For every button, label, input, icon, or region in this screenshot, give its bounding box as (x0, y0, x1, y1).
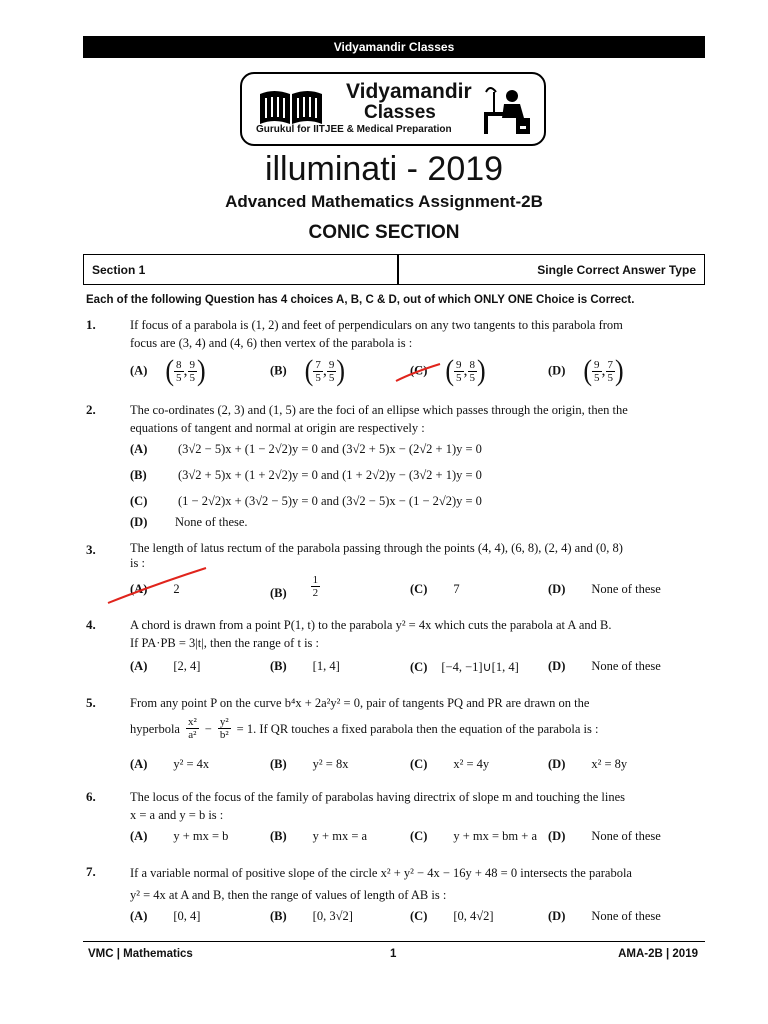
q7-line1: If a variable normal of positive slope of the circle x² + y² − 4x − 16y + 48 = 0 intersects the parabola (130, 866, 632, 880)
q1-c-n2: 8 (469, 358, 476, 371)
q1-number: 1. (86, 317, 96, 332)
q5-hyp-d2: b² (219, 729, 229, 741)
q1-d-n2: 7 (607, 358, 614, 371)
q5-option-c-text: x² = 4y (453, 757, 490, 771)
q3-number: 3. (86, 542, 96, 557)
q3-opt-d-label: (D) (548, 582, 566, 596)
q7-opt-b-label: (B) (270, 909, 287, 923)
q5-number: 5. (86, 695, 96, 710)
q6-line1: The locus of the focus of the family of parabolas having directrix of slope m and touching the lines (130, 790, 626, 804)
q4-option-a-text: [2, 4] (173, 659, 201, 673)
q2-option-a (130, 442, 482, 457)
footer-left: VMC | Mathematics (88, 948, 193, 960)
q2-opt-a-label: (A) (130, 442, 148, 456)
q2-option-a-text: (3√2 − 5)x + (1 − 2√2)y = 0 and (3√2 + 5)x − (2√2 + 1)y = 0 (178, 442, 482, 456)
q2-option-d (130, 515, 248, 530)
q6-option-d-text: None of these (591, 829, 661, 843)
q6-option-c-text: y + mx = bm + a (453, 829, 538, 843)
section-box-right (398, 254, 705, 285)
q7-opt-d-label: (D) (548, 909, 566, 923)
q1-b-d2: 5 (328, 371, 335, 384)
q6-option-a (130, 829, 228, 844)
q5-option-a-text: y² = 4x (173, 757, 210, 771)
q2-opt-b-label: (B) (130, 468, 147, 482)
section-box-left (83, 254, 398, 285)
pen-strike-mark-q3 (106, 566, 210, 606)
q6-option-b (270, 829, 367, 844)
q5-option-a (130, 757, 209, 772)
section-label: Section 1 (92, 263, 146, 277)
q2-option-d-text: None of these. (175, 515, 248, 529)
q6-option-b-text: y + mx = a (312, 829, 368, 843)
q3-option-c-text: 7 (453, 582, 460, 596)
q7-text (130, 862, 708, 906)
q5-line1: From any point P on the curve b⁴x + 2a²y² = 0, pair of tangents PQ and PR are drawn on the (130, 696, 590, 710)
q2-option-c (130, 494, 482, 509)
q5-option-d-text: x² = 8y (591, 757, 628, 771)
q1-option-d: (D) ( $\frac{9}{5}$ , $\frac{7}{5}$ ) (548, 353, 624, 388)
footer-right: AMA-2B | 2019 (618, 948, 698, 960)
q2-option-b (130, 468, 482, 483)
q1-d-n1: 9 (594, 358, 600, 371)
book-icon (256, 88, 326, 128)
q4-option-a (130, 659, 200, 674)
q4-opt-d-label: (D) (548, 659, 566, 673)
q6-opt-d-label: (D) (548, 829, 566, 843)
q3-opt-b-label: (B) (270, 586, 287, 601)
q4-opt-c-label: (C) (410, 660, 428, 674)
q3-option-d-text: None of these (591, 582, 661, 596)
q3-b-num: 1 (312, 574, 319, 586)
q1-opt-a-label: (A) (130, 363, 148, 378)
q5-hyp-n2: y² (219, 716, 229, 728)
q3-opt-c-label: (C) (410, 582, 428, 596)
q7-opt-a-label: (A) (130, 909, 148, 923)
q1-b-n2: 9 (328, 358, 335, 371)
q2-option-c-text: (1 − 2√2)x + (3√2 − 5)y = 0 and (3√2 − 5)x − (1 − 2√2)y = 0 (178, 494, 482, 508)
q4-text (130, 616, 708, 652)
q3-option-b (270, 574, 320, 599)
q1-a-n2: 9 (189, 358, 196, 371)
q2-line1: The co-ordinates (2, 3) and (1, 5) are the foci of an ellipse which passes through the origin, then the (130, 403, 628, 417)
q2-opt-d-label: (D) (130, 515, 148, 529)
q1-a-d1: 5 (176, 371, 182, 384)
q7-option-d-text: None of these (591, 909, 661, 923)
q1-option-c: (C) ( $\frac{9}{5}$ , $\frac{8}{5}$ ) (410, 353, 486, 388)
logo-name-line2: Classes (364, 102, 436, 123)
section-type: Single Correct Answer Type (537, 263, 696, 277)
q7-line2: y² = 4x at A and B, then the range of values of length of AB is : (130, 888, 447, 902)
q3-line1: The length of latus rectum of the parabola passing through the points (4, 4), (6, 8), (2, 4) and (0, 8) (130, 541, 623, 555)
q1-a-n1: 8 (176, 358, 182, 371)
q6-text (130, 788, 708, 824)
footer-page-number: 1 (390, 948, 397, 960)
q7-option-a (130, 909, 200, 924)
q2-text (130, 401, 708, 437)
q1-d-d1: 5 (594, 371, 600, 384)
q1-opt-b-label: (B) (270, 363, 287, 378)
q2-line2: equations of tangent and normal at origin are respectively : (130, 421, 425, 435)
q7-option-d (548, 909, 661, 924)
q6-number: 6. (86, 789, 96, 804)
q4-option-d (548, 659, 661, 674)
q4-option-b (270, 659, 340, 674)
q5-line2-pre: hyperbola (130, 721, 180, 736)
instructions: Each of the following Question has 4 choices A, B, C & D, out of which ONLY ONE Choice is Correct. (86, 294, 635, 306)
q3-line2: is : (130, 556, 145, 570)
q6-opt-c-label: (C) (410, 829, 428, 843)
q4-option-d-text: None of these (591, 659, 661, 673)
logo-name-line1: Vidyamandir (346, 80, 472, 103)
q1-text (130, 316, 708, 352)
q1-c-n1: 9 (456, 358, 462, 371)
pen-tick-mark-q1 (394, 362, 444, 384)
q4-option-c-text: [−4, −1]∪[1, 4] (441, 660, 519, 674)
q1-c-d1: 5 (456, 371, 462, 384)
q1-b-d1: 5 (315, 371, 321, 384)
q1-option-a: (A) ( $\frac{8}{5}$ , $\frac{9}{5}$ ) (130, 353, 206, 388)
q1-d-d2: 5 (607, 371, 614, 384)
q5-hyp-d1: a² (188, 729, 197, 741)
q2-option-b-text: (3√2 + 5)x + (1 + 2√2)y = 0 and (1 + 2√2)y − (3√2 + 1)y = 0 (178, 468, 482, 482)
q3-opt-a-label: (A) (130, 582, 148, 596)
q1-opt-d-label: (D) (548, 363, 566, 378)
q3-b-den: 2 (312, 587, 319, 599)
q5-option-b (270, 757, 348, 772)
series-title: illuminati - 2019 (264, 150, 504, 188)
q2-opt-c-label: (C) (130, 494, 148, 508)
q7-option-c-text: [0, 4√2] (453, 909, 494, 923)
student-at-desk-icon (480, 82, 536, 138)
q6-opt-a-label: (A) (130, 829, 148, 843)
q1-opt-c-label: (C) (410, 363, 428, 378)
q1-b-n1: 7 (315, 358, 321, 371)
q4-opt-a-label: (A) (130, 659, 148, 673)
q5-option-d (548, 757, 627, 772)
q4-opt-b-label: (B) (270, 659, 287, 673)
q5-opt-a-label: (A) (130, 757, 148, 771)
footer-divider (83, 941, 705, 942)
q5-option-b-text: y² = 8x (312, 757, 349, 771)
q5-hyp-n1: x² (187, 716, 197, 728)
q7-option-a-text: [0, 4] (173, 909, 201, 923)
q5-line2: hyperbola $\frac{\text{x²}}{\text{a²}}$ − $\frac{\text{y²}}{\text{b²}}$ = 1. If QR touches a fixed parabola then the equation of the parabola is : (130, 716, 599, 741)
assignment-title: Advanced Mathematics Assignment-2B (225, 192, 543, 211)
q3-option-d (548, 582, 661, 597)
q5-option-c (410, 757, 489, 772)
q1-option-b: (B) ( $\frac{7}{5}$ , $\frac{9}{5}$ ) (270, 353, 346, 388)
q1-line2: focus are (3, 4) and (4, 6) then vertex of the parabola is : (130, 336, 413, 350)
q3-option-c (410, 582, 460, 597)
logo-tagline: Gurukul for IITJEE & Medical Preparation (256, 124, 452, 135)
q7-opt-c-label: (C) (410, 909, 428, 923)
q6-option-c (410, 829, 537, 844)
q7-option-b-text: [0, 3√2] (312, 909, 353, 923)
vidyamandir-logo (240, 72, 546, 146)
q5-opt-b-label: (B) (270, 757, 287, 771)
q4-option-b-text: [1, 4] (312, 659, 340, 673)
q2-number: 2. (86, 402, 96, 417)
q1-a-d2: 5 (189, 371, 196, 384)
q7-number: 7. (86, 864, 96, 879)
q6-line2: x = a and y = b is : (130, 808, 224, 822)
q7-option-c (410, 909, 494, 924)
q5-opt-c-label: (C) (410, 757, 428, 771)
q3-text (130, 541, 708, 571)
topic-title: CONIC SECTION (308, 222, 460, 243)
q4-option-c (410, 659, 519, 675)
q6-opt-b-label: (B) (270, 829, 287, 843)
q6-option-d (548, 829, 661, 844)
q4-line1: A chord is drawn from a point P(1, t) to the parabola y² = 4x which cuts the parabola at A and B. (130, 618, 612, 632)
q7-option-b (270, 909, 353, 924)
q5-line2-post: = 1. If QR touches a fixed parabola then the equation of the parabola is : (236, 721, 599, 736)
q1-c-d2: 5 (469, 371, 476, 384)
q6-option-a-text: y + mx = b (173, 829, 229, 843)
q5-opt-d-label: (D) (548, 757, 566, 771)
q4-line2: If PA·PB = 3|t|, then the range of t is : (130, 636, 320, 650)
q4-number: 4. (86, 617, 96, 632)
header-title: Vidyamandir Classes (83, 36, 705, 58)
q1-line1: If focus of a parabola is (1, 2) and feet of perpendiculars on any two tangents to this parabola from (130, 318, 623, 332)
q3-option-a-text: 2 (173, 582, 180, 596)
